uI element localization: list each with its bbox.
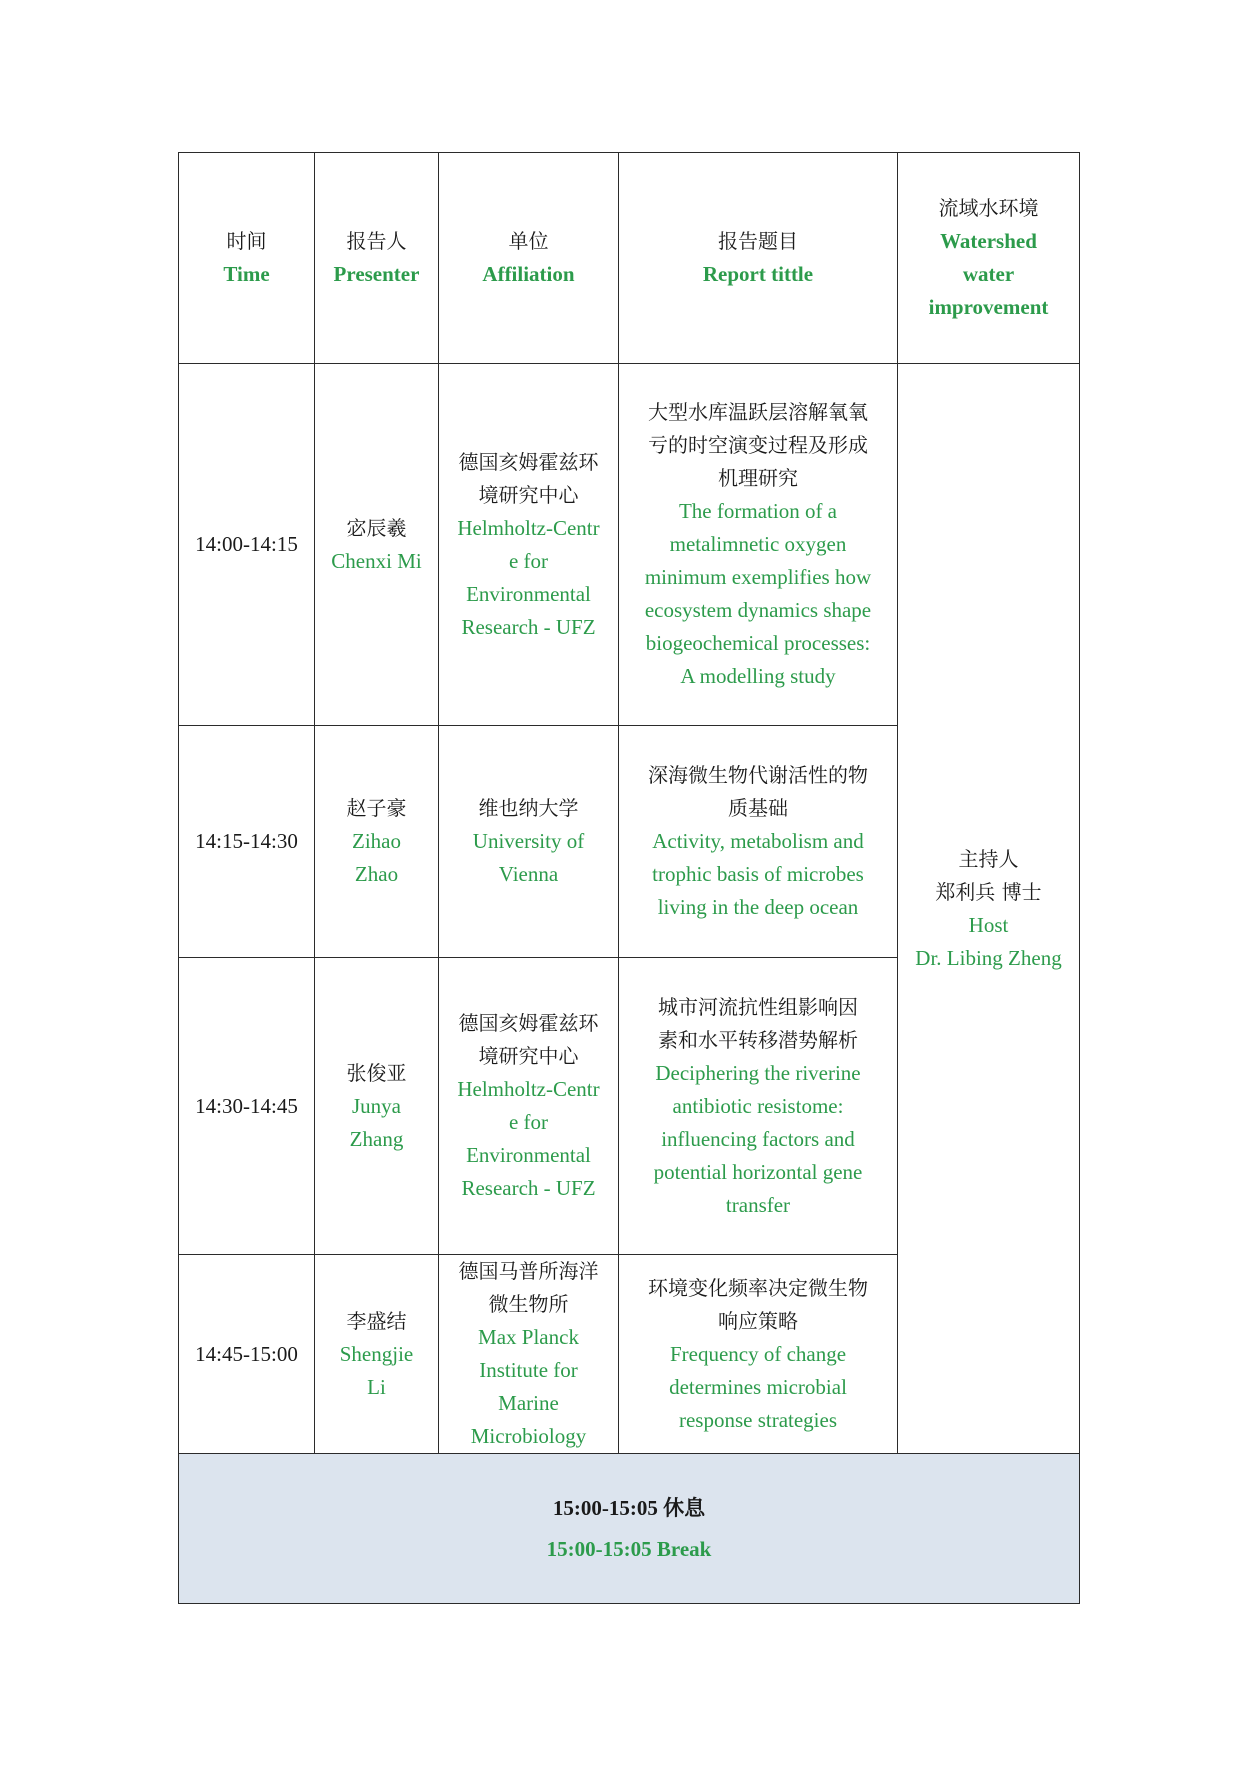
title-cn-line: 响应策略 <box>718 1308 798 1333</box>
affiliation-en-line: Max Planck <box>478 1325 579 1349</box>
header-time-cn: 时间 <box>226 229 267 253</box>
title-en-line: ecosystem dynamics shape <box>644 598 872 622</box>
time-text: 14:45-15:00 <box>195 1341 298 1366</box>
presenter-name-en: Junya <box>352 1093 401 1118</box>
title-en-line: influencing factors and <box>661 1126 855 1151</box>
header-affiliation <box>439 153 619 364</box>
report-title-cell <box>619 1255 898 1454</box>
header-session-en-line: Watershed <box>940 229 1037 253</box>
presenter-cell <box>315 364 439 726</box>
affiliation-en-line: e for <box>508 1110 549 1134</box>
affiliation-cn-line: 德国马普所海洋 <box>458 1259 599 1283</box>
report-title-cell <box>619 726 898 958</box>
presenter-name-en: Zhao <box>354 862 399 886</box>
title-en-line: antibiotic resistome: <box>672 1093 844 1118</box>
affiliation-cn-line: 境研究中心 <box>478 482 579 507</box>
title-en-line: trophic basis of microbes <box>652 862 864 886</box>
header-row <box>179 153 1080 364</box>
title-en-line: living in the deep ocean <box>657 895 859 919</box>
presenter-name-cn: 宓辰羲 <box>346 515 407 540</box>
affiliation-cn-line: 境研究中心 <box>478 1044 579 1068</box>
affiliation-en-line: Research - UFZ <box>461 614 596 639</box>
affiliation-en-line: Institute for <box>479 1358 578 1382</box>
title-cn-line: 素和水平转移潜势解析 <box>658 1027 858 1052</box>
title-en-line: potential horizontal gene <box>653 1159 863 1184</box>
break-text-cn: 15:00-15:05 休息 <box>552 1495 706 1520</box>
header-affiliation-cn: 单位 <box>508 229 549 253</box>
presenter-name-en: Chenxi Mi <box>331 548 422 573</box>
header-presenter <box>315 153 439 364</box>
header-report-title <box>619 153 898 364</box>
title-en-line: Activity, metabolism and <box>652 829 864 853</box>
header-title-cn: 报告题目 <box>718 229 798 253</box>
host-label-cn: 主持人 <box>958 846 1019 871</box>
presenter-cell <box>315 726 439 958</box>
affiliation-en-line: Helmholtz-Centr <box>457 1077 600 1101</box>
title-en-line: The formation of a <box>678 499 838 523</box>
title-en-line: Frequency of change <box>669 1341 847 1366</box>
header-affiliation-en: Affiliation <box>482 262 575 286</box>
table-row <box>179 364 1080 726</box>
affiliation-en-line: Marine <box>498 1391 559 1415</box>
header-time-en: Time <box>223 262 270 286</box>
affiliation-en-line: Research - UFZ <box>461 1176 596 1200</box>
time-text: 14:15-14:30 <box>195 829 298 853</box>
header-session-cn: 流域水环境 <box>938 196 1039 220</box>
affiliation-en-line: University of <box>472 829 585 853</box>
time-cell <box>179 726 315 958</box>
header-session-en-line: improvement <box>928 295 1049 319</box>
presenter-cell <box>315 1255 439 1454</box>
affiliation-cell <box>439 726 619 958</box>
break-cell <box>179 1454 1080 1604</box>
time-cell <box>179 1255 315 1454</box>
break-row <box>179 1454 1080 1604</box>
presenter-name-en: Zihao <box>352 829 401 853</box>
title-cn-line: 城市河流抗性组影响因 <box>658 994 858 1019</box>
presenter-name-en: Zhang <box>349 1126 404 1151</box>
presenter-name-cn: 张俊亚 <box>346 1060 407 1085</box>
title-cn-line: 环境变化频率决定微生物 <box>648 1275 868 1300</box>
affiliation-en-line: e for <box>508 548 549 573</box>
host-name-cn: 郑利兵 博士 <box>935 879 1042 904</box>
header-session-en-line: water <box>962 262 1015 286</box>
affiliation-cn-line: 德国亥姆霍兹环 <box>458 1011 599 1035</box>
affiliation-cell <box>439 958 619 1255</box>
time-text: 14:30-14:45 <box>195 1093 298 1118</box>
title-en-line: minimum exemplifies how <box>644 565 872 589</box>
title-cn-line: 质基础 <box>728 796 788 820</box>
affiliation-cn-line: 德国亥姆霍兹环 <box>458 449 599 474</box>
title-cn-line: 深海微生物代谢活性的物 <box>648 763 868 787</box>
header-session <box>898 153 1080 364</box>
presenter-name-cn: 李盛结 <box>346 1308 407 1333</box>
break-text-en: 15:00-15:05 Break <box>546 1536 712 1561</box>
affiliation-en-line: Environmental <box>466 581 591 606</box>
time-cell <box>179 958 315 1255</box>
title-en-line: determines microbial <box>669 1374 847 1399</box>
report-title-cell <box>619 364 898 726</box>
affiliation-cn-line: 微生物所 <box>488 1292 569 1316</box>
affiliation-cell <box>439 1255 619 1454</box>
title-cn-line: 机理研究 <box>718 466 798 490</box>
header-presenter-cn: 报告人 <box>346 229 407 253</box>
affiliation-en-line: Vienna <box>498 862 559 886</box>
host-label-en: Host <box>968 912 1009 937</box>
title-en-line: A modelling study <box>680 664 836 688</box>
header-title-en: Report tittle <box>702 262 814 286</box>
title-en-line: metalimnetic oxygen <box>669 532 847 556</box>
affiliation-en-line: Environmental <box>466 1143 591 1167</box>
title-cn-line: 亏的时空演变过程及形成 <box>648 433 868 457</box>
affiliation-cn-line: 维也纳大学 <box>478 796 579 820</box>
header-time <box>179 153 315 364</box>
time-cell <box>179 364 315 726</box>
title-en-line: transfer <box>725 1192 791 1217</box>
time-text: 14:00-14:15 <box>195 532 298 556</box>
host-cell <box>898 364 1080 1454</box>
affiliation-en-line: Helmholtz-Centr <box>457 515 600 540</box>
affiliation-en-line: Microbiology <box>470 1424 587 1448</box>
presenter-name-en: Shengjie <box>339 1341 414 1366</box>
title-en-line: Deciphering the riverine <box>655 1060 861 1085</box>
affiliation-cell <box>439 364 619 726</box>
header-presenter-en: Presenter <box>333 262 420 286</box>
title-cn-line: 大型水库温跃层溶解氧氧 <box>648 400 868 424</box>
title-en-line: biogeochemical processes: <box>645 631 871 655</box>
schedule-table <box>178 152 1080 1604</box>
presenter-name-cn: 赵子豪 <box>346 796 407 820</box>
report-title-cell <box>619 958 898 1255</box>
title-en-line: response strategies <box>678 1407 838 1432</box>
presenter-name-en: Li <box>367 1374 386 1399</box>
host-name-en: Dr. Libing Zheng <box>915 945 1062 970</box>
presenter-cell <box>315 958 439 1255</box>
